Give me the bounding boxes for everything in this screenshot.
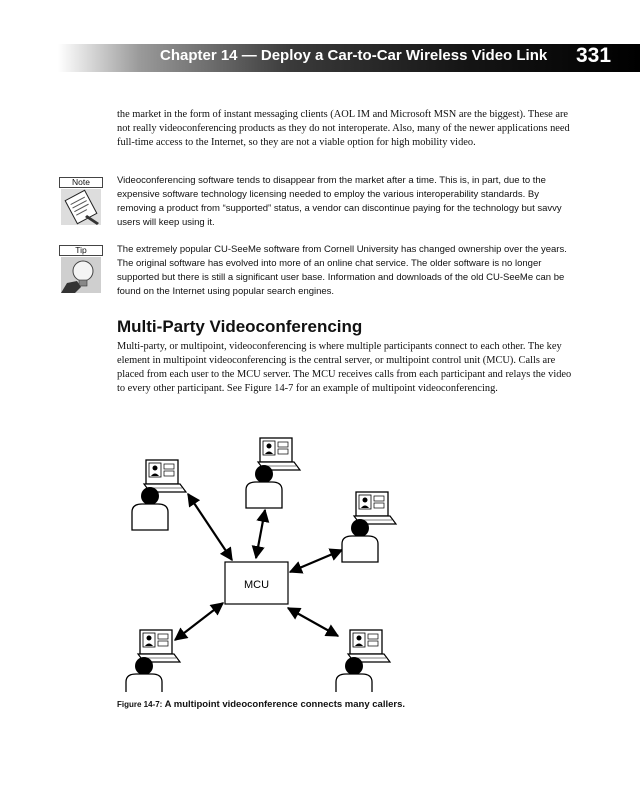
mcu-server — [225, 562, 288, 604]
chapter-title: Chapter 14 — Deploy a Car-to-Car Wireless Video Link — [160, 47, 548, 64]
arrow-top-center — [256, 510, 265, 558]
participant-bottom-left — [126, 630, 180, 692]
notepad-icon — [61, 189, 101, 225]
note-box — [59, 177, 103, 225]
multipoint-diagram — [110, 430, 410, 692]
paragraph-intro: the market in the form of instant messaging clients (AOL IM and Microsoft MSN are the biggest). These are not really videoconferencing products as they do not interoperate. Also, many of the newer applications need full-time access to the Internet, so they are not a viable option for high mobility video. — [117, 109, 570, 148]
tip-label: Tip — [59, 245, 103, 256]
section-heading: Multi-Party Videoconferencing — [117, 317, 363, 336]
participant-top-center — [246, 438, 300, 508]
page-number: 331 — [576, 44, 612, 67]
section-paragraph: Multi-party, or multipoint, videoconferencing is where multiple participants connect to each other. The key element in multipoint videoconferencing is the central server, or multipoint control unit (MCU). Calls are placed from each user to the MCU server. The MCU receives calls from each participant and relays the video to every other participant. See Figure 14-7 for an example of multipoint videoconferencing. — [117, 341, 572, 394]
participant-bottom-right — [336, 630, 390, 692]
figure-caption — [117, 698, 417, 711]
mcu-label: MCU — [243, 579, 270, 591]
lightbulb-icon — [61, 257, 101, 293]
note-label: Note — [59, 177, 103, 188]
caption-figure-number: Figure 14-7: — [117, 700, 163, 709]
participant-top-left — [132, 460, 186, 530]
tip-text: The extremely popular CU-SeeMe software from Cornell University has changed ownership over the years. The original software has evolved into more of an online chat service. The older software is no longer supported but there is still a significant user base. Information and downloads of the old CU-SeeMe can be found on the Internet using popular search engines. — [117, 244, 567, 297]
caption-text: A multipoint videoconference connects many callers. — [162, 699, 406, 710]
note-text: Videoconferencing software tends to disappear from the market after a time. This is, in part, due to the expensive software technology licensing needed to employ the various interoperability standards. By removing a product from “supported” status, a vendor can discontinue paying for the technology but savvy users will keep using it. — [117, 175, 562, 228]
arrow-bottom-left — [175, 603, 223, 640]
tip-box — [59, 245, 103, 293]
arrow-right-top — [290, 550, 342, 572]
participant-right-top — [342, 492, 396, 562]
arrow-bottom-right — [288, 608, 338, 636]
arrow-top-left — [188, 494, 232, 560]
